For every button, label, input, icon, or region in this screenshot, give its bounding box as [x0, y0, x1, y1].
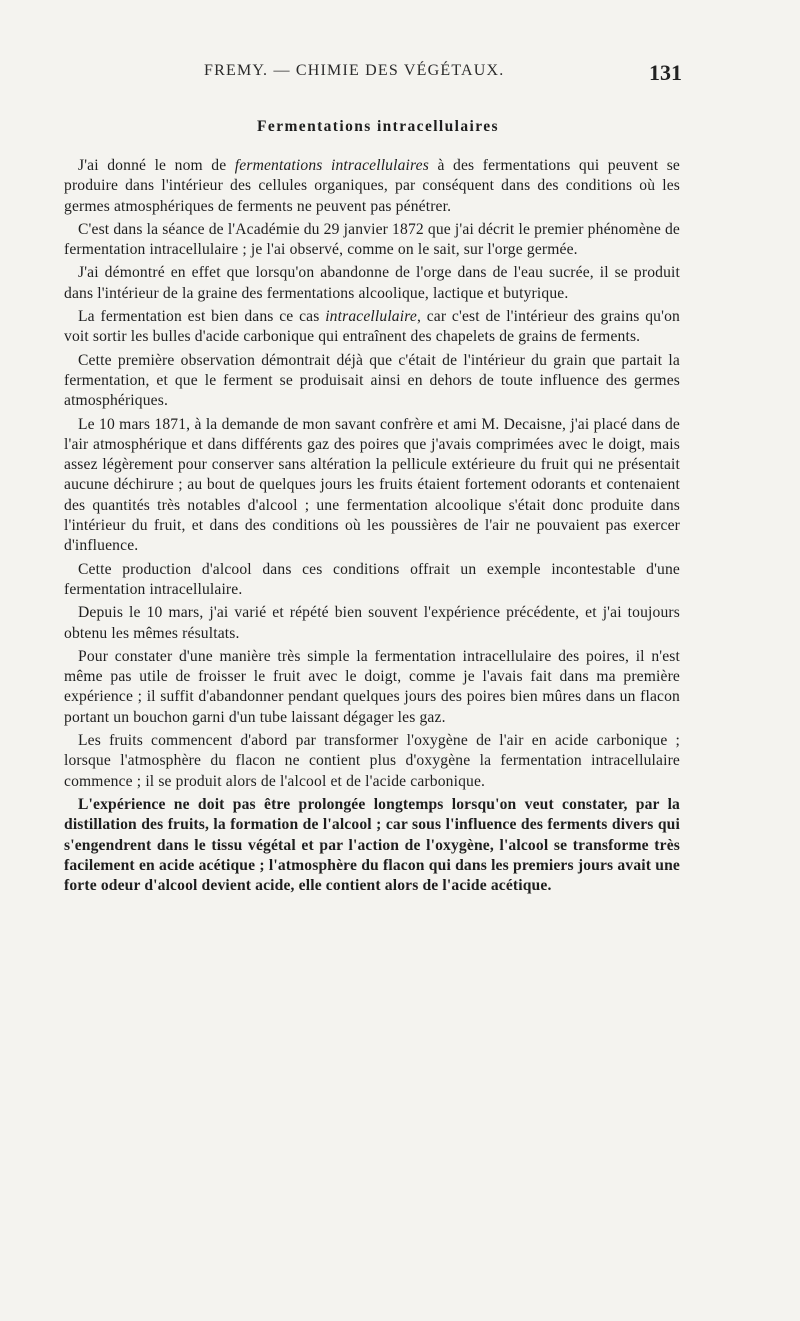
paragraph: Depuis le 10 mars, j'ai varié et répété bien souvent l'expérience précédente, et j'ai toujours obtenu les mêmes résultats.	[64, 604, 680, 642]
paragraph: La fermentation est bien dans ce cas intracellulaire, car c'est de l'intérieur des grains qu'on voit sortir les bulles d'acide carbonique qui entraînent des chapelets de grains de ferments.	[64, 308, 680, 346]
paragraph: C'est dans la séance de l'Académie du 29 janvier 1872 que j'ai décrit le premier phénomène de fermentation intracellulaire ; je l'ai observé, comme on le sait, sur l'orge germée.	[64, 220, 680, 259]
paragraph: Les fruits commencent d'abord par transformer l'oxygène de l'air en acide carbonique ; lorsque l'atmosphère du flacon ne contient plus d'oxygène la fermentation intracellulaire commence ; il se produit alors de l'alcool et de l'acide carbonique.	[64, 732, 680, 790]
running-title: FREMY. — CHIMIE DES VÉGÉTAUX.	[204, 62, 505, 79]
paragraph: Cette première observation démontrait déjà que c'était de l'intérieur du grain que partait la fermentation, et que le ferment se produisait ainsi en dehors de toute influence des germes atmosphériques.	[64, 351, 680, 410]
paragraph: Cette production d'alcool dans ces conditions offrait un exemple incontestable d'une fermentation intracellulaire.	[64, 560, 680, 598]
page-number: 131	[649, 60, 682, 85]
paragraph: J'ai démontré en effet que lorsqu'on abandonne de l'orge dans de l'eau sucrée, il se produit dans l'intérieur de la graine des fermentations alcoolique, lactique et butyrique.	[64, 264, 680, 302]
paragraph: J'ai donné le nom de fermentations intracellulaires à des fermentations qui peuvent se produire dans l'intérieur des cellules organiques, par conséquent dans des conditions où les germes atmosphériques de ferments ne peuvent pas pénétrer.	[64, 157, 680, 215]
paragraph: Le 10 mars 1871, à la demande de mon savant confrère et ami M. Decaisne, j'ai placé dans de l'air atmosphérique et dans différents gaz des poires que j'avais comprimées avec le doigt, mais assez légèrement pour conserver sans altération la pellicule extérieure du fruit qui ne présentait aucune déchirure ; au bout de quelques jours les fruits étaient fortement odorants et contenaient des quantités très notables d'alcool ; une fermentation alcoolique s'était donc produite dans l'intérieur du fruit, et dans des conditions où les poussières de l'air ne pouvaient pas exercer d'influence.	[64, 415, 680, 555]
book-page	[64, 60, 680, 896]
section-title: Fermentations intracellulaires	[257, 118, 499, 135]
paragraph: Pour constater d'une manière très simple la fermentation intracellulaire des poires, il n'est même pas utile de froisser le fruit avec le doigt, comme je l'avais fait dans ma première expérience ; il suffit d'abandonner pendant quelques jours des poires bien mûres dans un flacon portant un bouchon garni d'un tube laissant dégager les gaz.	[64, 647, 680, 726]
paragraph: L'expérience ne doit pas être prolongée longtemps lorsqu'on veut constater, par la distillation des fruits, la formation de l'alcool ; car sous l'influence des ferments divers qui s'engendrent dans le tissu végétal et par l'action de l'oxygène, l'alcool se transforme très facilement en acide acétique ; l'atmosphère du flacon qui dans les premiers jours avait une forte odeur d'alcool devient acide, elle contient alors de l'acide acétique.	[64, 795, 680, 895]
body-text	[64, 156, 680, 896]
running-head	[64, 60, 680, 96]
